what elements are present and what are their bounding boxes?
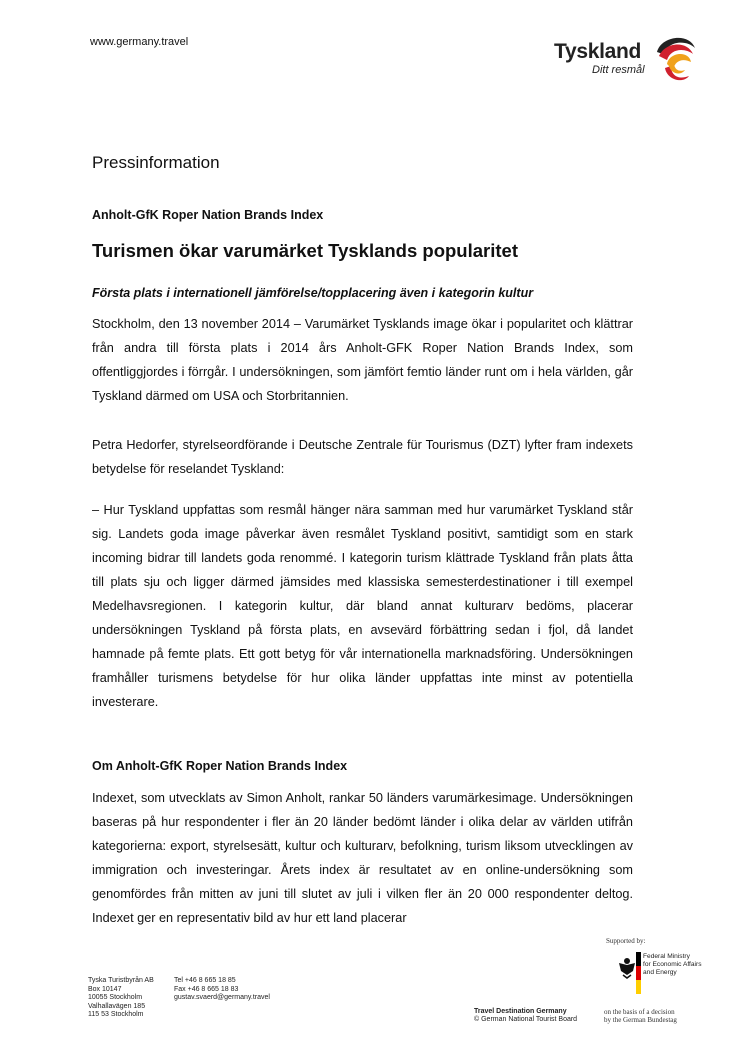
tdg-subtitle: © German National Tourist Board bbox=[474, 1016, 578, 1024]
subheadline: Första plats i internationell jämförelse/topplacering även i kategorin kultur bbox=[92, 286, 534, 300]
website-url[interactable]: www.germany.travel bbox=[90, 36, 189, 48]
logo-subtitle: Ditt resmål bbox=[592, 64, 645, 76]
decision-line: by the German Bundestag bbox=[604, 1016, 677, 1025]
bundestag-decision bbox=[604, 1008, 677, 1025]
fax: Fax +46 8 665 18 83 bbox=[174, 985, 239, 993]
ministry-line: Federal Ministry bbox=[643, 953, 690, 960]
address-line: Valhallavägen 185 bbox=[88, 1002, 146, 1010]
paragraph-quote: – Hur Tyskland uppfattas som resmål hänger nära samman med hur varumärket Tyskland står sig. Landets goda image påverkar även resmålet Tyskland positivt, samtidigt som en stark incoming bidrar till landets goda renommé. I kategorin turism klättrade Tyskland från plats åtta till plats sju och ligger därmed jämsides med klassiska semesterdestinationer i till exempel Medelhavsregionen. I kategorin kultur, där bland annat kulturarv bedöms, placerar undersökningen Tyskland på första plats, en avsevärd förbättring sedan i fjol, då landet hamnade på femte plats. Ett gott betyg för vår internationella marknadsföring. Undersökningen framhåller turismens betydelse för hur olika länder uppfattas inte minst av potentiella investerare. bbox=[92, 503, 633, 709]
decision-line: on the basis of a decision bbox=[604, 1008, 675, 1016]
address-line: Tyska Turistbyrån AB bbox=[88, 977, 154, 984]
swirl-logo-icon bbox=[649, 30, 699, 86]
headline: Turismen ökar varumärket Tysklands popularitet bbox=[92, 240, 518, 261]
phone: Tel +46 8 665 18 85 bbox=[174, 977, 236, 984]
kicker: Anholt-GfK Roper Nation Brands Index bbox=[92, 208, 324, 222]
email-link[interactable]: gustav.svaerd@germany.travel bbox=[174, 994, 270, 1002]
paragraph-quote-intro: Petra Hedorfer, styrelseordförande i Deutsche Zentrale für Tourismus (DZT) lyfter fram indexets betydelse för reselandet Tyskland: bbox=[92, 438, 633, 476]
address-line: Box 10147 bbox=[88, 985, 122, 993]
doc-label: Pressinformation bbox=[92, 153, 220, 172]
address-line: 10055 Stockholm bbox=[88, 994, 143, 1002]
tdg-title: Travel Destination Germany bbox=[474, 1008, 567, 1015]
tdg-credit bbox=[474, 1008, 577, 1025]
paragraph-index: Indexet, som utvecklats av Simon Anholt, rankar 50 länders varumärkesimage. Undersökningen baseras på hur respondenter i fler än 20 länder bedömt länder i olika delar av världen utifrån kategorierna: export, styrelsesätt, kultur och kulturarv, befolkning, turism liksom utvecklingen av immigration och investeringar. Årets index är resultatet av en online-undersökning som genomfördes från mitten av juni till slutet av juli i vilken fler än 20 000 respondenter deltog. Indexet ger en representativ bild av hur ett land placerar bbox=[92, 791, 633, 925]
logo-title: Tyskland bbox=[554, 40, 642, 63]
ministry-line: and Energy bbox=[643, 968, 677, 976]
ministry-name bbox=[643, 953, 702, 976]
supported-by-label: Supported by: bbox=[606, 937, 646, 945]
address-line: 115 53 Stockholm bbox=[88, 1011, 144, 1019]
tyskland-logo bbox=[554, 30, 694, 90]
footer-contact bbox=[174, 977, 270, 1003]
footer-address bbox=[88, 977, 154, 1020]
paragraph-intro: Stockholm, den 13 november 2014 – Varumärket Tysklands image ökar i popularitet och klättrar från andra till första plats i 2014 års Anholt-GFK Roper Nation Brands Index, som offentliggjordes i förrgår. I undersökningen, som jämfört femtio länder runt om i hela världen, går Tyskland därmed om USA och Storbritannien. bbox=[92, 317, 633, 403]
section-title: Om Anholt-GfK Roper Nation Brands Index bbox=[92, 759, 348, 773]
federal-eagle-icon bbox=[617, 955, 637, 979]
ministry-line: for Economic Affairs bbox=[643, 960, 702, 968]
german-flag-bar-icon bbox=[636, 952, 641, 994]
